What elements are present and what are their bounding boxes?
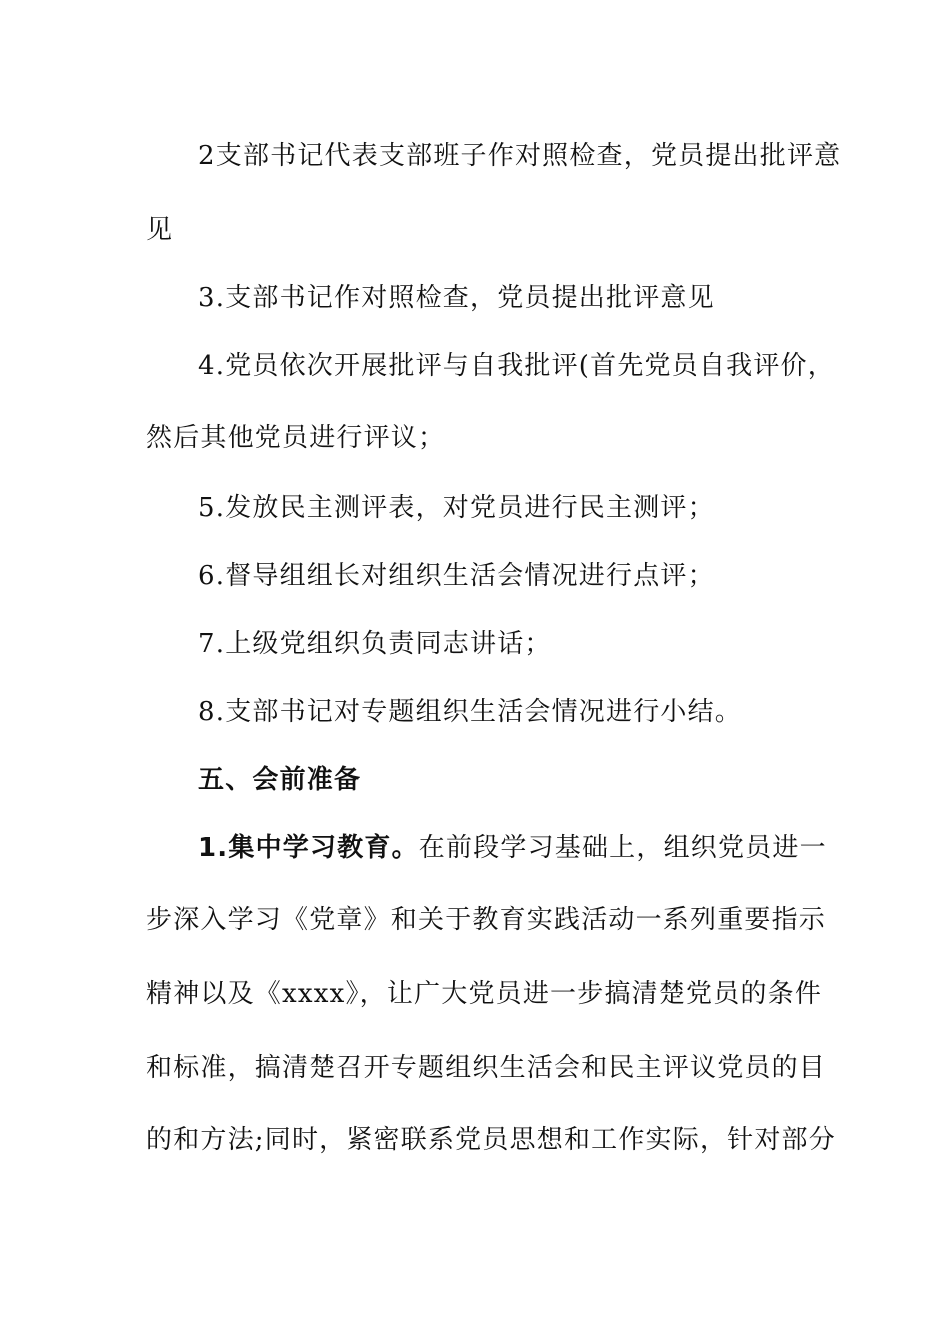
paragraph-1-line-5: 的和方法;同时，紧密联系党员思想和工作实际，针对部分 [146,1125,836,1155]
item-4-line-1: 4.党员依次开展批评与自我批评(首先党员自我评价， [198,351,835,381]
paragraph-1-line-1 [198,830,878,866]
paragraph-1-line-4: 和标准，搞清楚召开专题组织生活会和民主评议党员的目 [146,1053,827,1083]
item-3-line: 3.支部书记作对照检查，党员提出批评意见 [198,283,715,313]
item-4-line-2: 然后其他党员进行评议； [146,423,446,453]
paragraph-1-line-3: 精神以及《xxxx》，让广大党员进一步搞清楚党员的条件 [146,979,823,1009]
item-2-line-2: 见 [146,215,174,245]
item-7-line: 7.上级党组织负责同志讲话； [198,629,552,659]
paragraph-1-lead: 1.集中学习教育。 [198,833,419,863]
item-2-line-1: 2支部书记代表支部班子作对照检查，党员提出批评意 [198,141,842,171]
item-5-line: 5.发放民主测评表，对党员进行民主测评； [198,493,715,523]
section-heading: 五、会前准备 [198,765,362,795]
item-6-line: 6.督导组组长对组织生活会情况进行点评； [198,561,715,591]
paragraph-1-first-line-text: 在前段学习基础上，组织党员进一 [418,833,827,863]
paragraph-1-line-2: 步深入学习《党章》和关于教育实践活动一系列重要指示 [146,905,827,935]
item-8-line: 8.支部书记对专题组织生活会情况进行小结。 [198,697,743,727]
